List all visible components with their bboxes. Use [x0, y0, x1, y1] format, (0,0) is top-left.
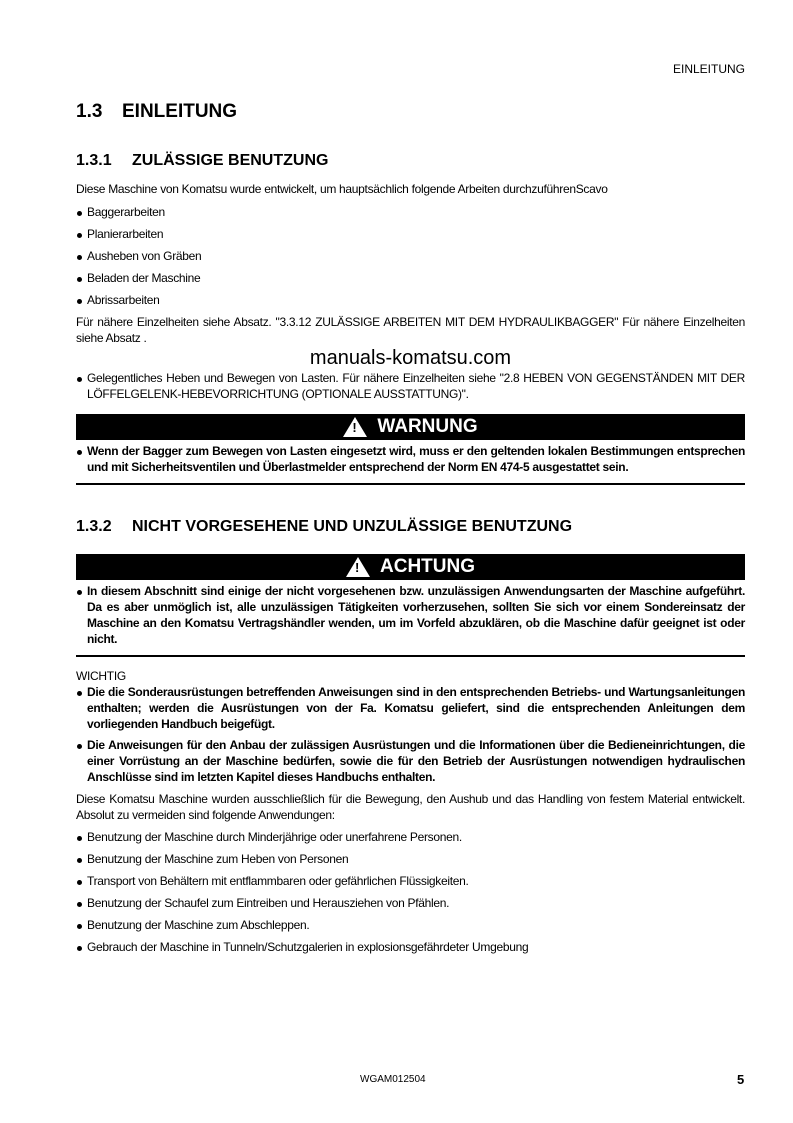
prohibited-list [76, 829, 745, 955]
list-item: Transport von Behältern mit entflammbaren oder gefährlichen Flüssigkeiten. [76, 873, 745, 889]
divider [76, 483, 745, 485]
subsection-title: NICHT VORGESEHENE UND UNZULÄSSIGE BENUTZUNG [132, 518, 573, 535]
list-item: Die Anweisungen für den Anbau der zulässigen Ausrüstungen und die Informationen über die Bedieneinrichtungen, die einer Vorrüstung an der Maschine bedürfen, sowie die für den Betrieb der Ausrüstungen notwendigen hydraulischen Anschlüsse sind im letzten Kapitel dieses Handbuchs enthalten. [76, 737, 745, 785]
usage-list [76, 204, 745, 308]
caution-banner [76, 554, 745, 580]
warning-text: Wenn der Bagger zum Bewegen von Lasten eingesetzt wird, muss er den geltenden lokalen Bestimmungen entsprechen und mit Sicherheitsventilen und Überlastmelder entsprechend der Norm EN 474-5 ausgestattet sein. [76, 443, 745, 475]
warning-triangle-icon: ! [343, 417, 367, 437]
caution-text: In diesem Abschnitt sind einige der nicht vorgesehenen bzw. unzulässigen Anwendungsarten der Maschine aufgeführt. Da es aber unmöglich ist, alle unzulässigen Tätigkeiten vorherzusehen, sollten Sie sich vor einem Sondereinsatz der Maschine an den Komatsu Vertragshändler wenden, um im Vorfeld abzuklären, ob die Maschine dafür geeignet ist oder nicht. [76, 583, 745, 647]
section-number: 1.3 [76, 101, 103, 122]
list-item: Ausheben von Gräben [76, 248, 745, 264]
subsection-title: ZULÄSSIGE BENUTZUNG [132, 152, 329, 169]
watermark: manuals-komatsu.com [309, 347, 512, 369]
list-item: Benutzung der Schaufel zum Eintreiben und Herausziehen von Pfählen. [76, 895, 745, 911]
important-list [76, 684, 745, 785]
section-title: EINLEITUNG [122, 101, 238, 122]
divider [76, 655, 745, 657]
list-item: Abrissarbeiten [76, 292, 745, 308]
document-code: WGAM012504 [360, 1074, 426, 1085]
caution-label: ACHTUNG [380, 556, 475, 577]
list-item: Die die Sonderausrüstungen betreffenden Anweisungen sind in den entsprechenden Betriebs- und Wartungsanleitungen enthalten; werden die Ausrüstungen von der Fa. Komatsu geliefert, sind die entsprechenden Anleitungen dem vorliegenden Handbuch beigefügt. [76, 684, 745, 732]
warning-banner [76, 414, 745, 440]
subsection-number: 1.3.1 [76, 152, 112, 169]
restriction-text: Diese Komatsu Maschine wurden ausschließlich für die Bewegung, den Aushub und das Handling von festem Material entwickelt. Absolut zu vermeiden sind folgende Anwendungen: [76, 792, 745, 822]
warning-label: WARNUNG [377, 416, 478, 437]
list-item: Gebrauch der Maschine in Tunneln/Schutzgalerien in explosionsgefährdeter Umgebung [76, 939, 745, 955]
list-item: Planierarbeiten [76, 226, 745, 242]
page-number: 5 [737, 1072, 745, 1087]
list-item: Beladen der Maschine [76, 270, 745, 286]
subsection-heading [76, 517, 745, 537]
intro-text: Diese Maschine von Komatsu wurde entwickelt, um hauptsächlich folgende Arbeiten durchzuführenScavo [76, 182, 608, 196]
list-item: Benutzung der Maschine durch Minderjährige oder unerfahrene Personen. [76, 829, 745, 845]
subsection-number: 1.3.2 [76, 518, 112, 535]
list-item: Benutzung der Maschine zum Abschleppen. [76, 917, 745, 933]
list-item: Benutzung der Maschine zum Heben von Personen [76, 851, 745, 867]
warning-triangle-icon: ! [346, 557, 370, 577]
list-item: Baggerarbeiten [76, 204, 745, 220]
page-title [76, 100, 745, 124]
page-body [76, 100, 745, 961]
reference-text: Für nähere Einzelheiten siehe Absatz. "3.3.12 ZULÄSSIGE ARBEITEN MIT DEM HYDRAULIKBAGGER" Für nähere Einzelheiten siehe Absatz . [76, 315, 745, 345]
subsection-heading [76, 151, 745, 171]
lifting-item: Gelegentliches Heben und Bewegen von Lasten. Für nähere Einzelheiten siehe "2.8 HEBEN VON GEGENSTÄNDEN MIT DER LÖFFELGELENK-HEBEVORRICHTUNG (OPTIONALE AUSSTATTUNG)". [76, 370, 745, 402]
important-label: WICHTIG [76, 669, 126, 683]
running-header: EINLEITUNG [672, 62, 745, 76]
